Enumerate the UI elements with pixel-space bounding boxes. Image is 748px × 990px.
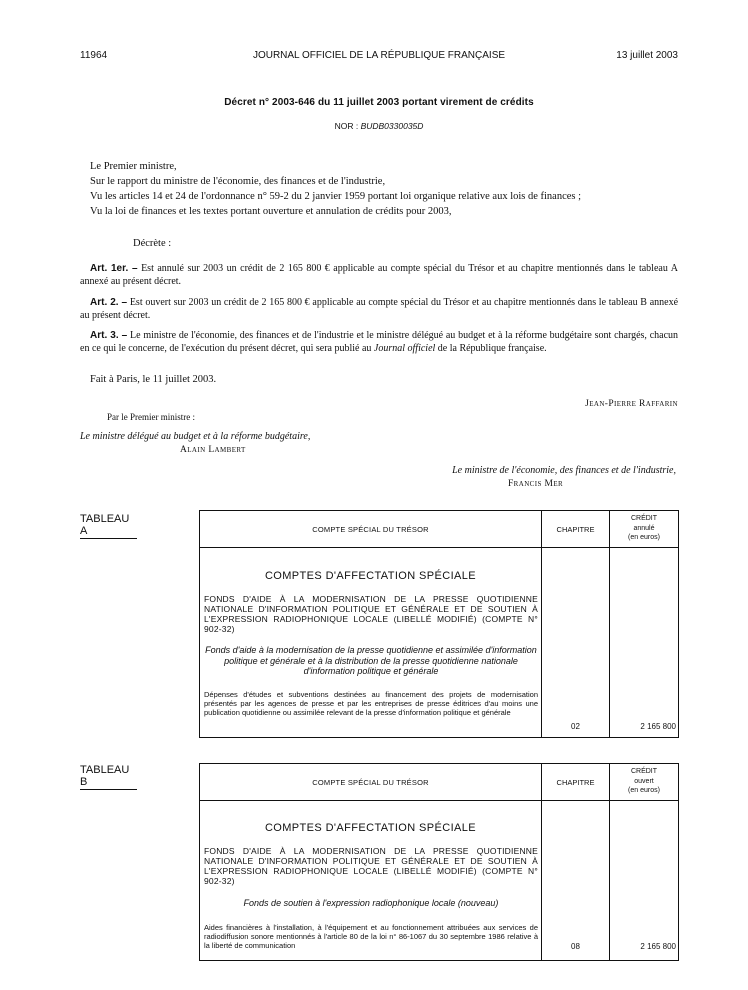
chapter-value: 02 [571, 722, 580, 731]
line-description: Dépenses d'études et subventions destinées au financement des projets de modernisation présentés par les agences de presse et par les entreprises de presse éditrices d'au moins une publication quotidienne ou assimilée relevant de la presse d'information politique et générale [204, 690, 538, 718]
article-1-label: Art. 1er. – [90, 263, 138, 274]
article-3-text-end: de la République française. [437, 342, 547, 354]
column-header-account: COMPTE SPÉCIAL DU TRÉSOR [312, 525, 429, 534]
preamble [80, 159, 678, 219]
section-heading: COMPTES D'AFFECTATION SPÉCIALE [264, 570, 477, 582]
article-2 [80, 297, 678, 322]
nor-code: BUDB0330035D [360, 121, 424, 131]
journal-officiel-italic: Journal officiel [373, 342, 436, 354]
chapter-value: 08 [571, 942, 580, 951]
tableau-b-label: TABLEAU B [80, 764, 137, 790]
credit-header-line: (en euros) [628, 787, 660, 794]
subfund-name: Fonds d'aide à la modernisation de la presse quotidienne et assimilée d'information politique et générale et à la distribution de la presse quotidienne nationale d'information politique et générale [205, 645, 537, 676]
page-number: 11964 [80, 50, 108, 61]
column-header-credit [610, 514, 678, 543]
decrete-label: Décrète : [133, 238, 172, 249]
minister-budget-title: Le ministre délégué au budget et à la réforme budgétaire, [80, 431, 311, 442]
nor-reference [80, 121, 678, 131]
table-header [200, 764, 678, 801]
column-header-account: COMPTE SPÉCIAL DU TRÉSOR [312, 778, 429, 787]
minister-economy-name: Francis Mer [508, 479, 564, 489]
article-1-text: Est annulé sur 2003 un crédit de 2 165 800 € applicable au compte spécial du Trésor et au chapitre mentionnés dans le tableau A annexé au présent décret. [80, 263, 678, 287]
prime-minister-signature: Jean-Pierre Raffarin [585, 399, 678, 409]
credit-header-line: annulé [633, 524, 655, 532]
article-2-text: Est ouvert sur 2003 un crédit de 2 165 800 € applicable au compte spécial du Trésor et au chapitre mentionnés dans le tableau B annexé au présent décret. [80, 297, 679, 321]
fund-name: FONDS D'AIDE À LA MODERNISATION DE LA PRESSE QUOTIDIENNE NATIONALE D'INFORMATION POLITIQUE ET GÉNÉRALE ET DE SOUTIEN À L'EXPRESSION RADIOPHONIQUE LOCALE (LIBELLÉ MODIFIÉ) (COMPTE N° 902-32) [204, 846, 538, 886]
tableau-b [199, 763, 679, 961]
column-header-chapter: CHAPITRE [556, 525, 595, 534]
amount-value: 2 165 800 [640, 942, 676, 951]
preamble-line: Vu la loi de finances et les textes portant ouverture et annulation de crédits pour 2003, [90, 206, 452, 217]
amount-value: 2 165 800 [640, 722, 676, 731]
fund-name: FONDS D'AIDE À LA MODERNISATION DE LA PRESSE QUOTIDIENNE NATIONALE D'INFORMATION POLITIQUE ET GÉNÉRALE ET DE SOUTIEN À L'EXPRESSION RADIOPHONIQUE LOCALE (LIBELLÉ MODIFIÉ) (COMPTE N° 902-32) [204, 594, 538, 634]
minister-economy-title: Le ministre de l'économie, des finances et de l'industrie, [452, 465, 676, 476]
par-premier-ministre: Par le Premier ministre : [107, 412, 195, 422]
nor-label: NOR : [334, 121, 359, 131]
credit-header-line: CRÉDIT [630, 768, 658, 775]
issue-date: 13 juillet 2003 [616, 50, 678, 61]
credit-header-line: (en euros) [628, 534, 660, 541]
preamble-line: Vu les articles 14 et 24 de l'ordonnance n° 59-2 du 2 janvier 1959 portant loi organique relative aux lois de finances ; [90, 191, 582, 202]
credit-header-line: ouvert [634, 777, 654, 785]
preamble-line: Sur le rapport du ministre de l'économie, des finances et de l'industrie, [90, 176, 386, 187]
tableau-a-label: TABLEAU A [80, 513, 137, 539]
preamble-line: Le Premier ministre, [90, 161, 177, 172]
column-header-credit [610, 767, 678, 796]
fait-a-paris: Fait à Paris, le 11 juillet 2003. [90, 374, 217, 385]
journal-title: JOURNAL OFFICIEL DE LA RÉPUBLIQUE FRANÇAISE [252, 50, 506, 61]
decree-title: Décret n° 2003-646 du 11 juillet 2003 portant virement de crédits [224, 97, 534, 108]
page-header [80, 50, 678, 64]
subfund-name: Fonds de soutien à l'expression radiophonique locale (nouveau) [243, 898, 499, 908]
section-heading: COMPTES D'AFFECTATION SPÉCIALE [264, 822, 477, 834]
credit-header-line: CRÉDIT [630, 515, 658, 522]
article-3-label: Art. 3. – [90, 330, 128, 341]
article-1 [80, 263, 678, 288]
article-3 [80, 330, 678, 355]
table-header [200, 511, 678, 548]
tableau-a [199, 510, 679, 738]
article-2-label: Art. 2. – [90, 297, 128, 308]
line-description: Aides financières à l'installation, à l'équipement et au fonctionnement attribuées aux services de radiodiffusion sonore mentionnés à l'article 80 de la loi n° 86-1067 du 30 septembre 1986 relative à la liberté de communication [204, 923, 538, 951]
article-3-text: Le ministre de l'économie, des finances et de l'industrie et le ministre délégué au budget et à la réforme budgétaire sont chargés, chacun en ce qui le concerne, de l'exécution du présent décret, qui sera publié au [80, 330, 679, 354]
minister-budget-name: Alain Lambert [180, 445, 246, 455]
column-header-chapter: CHAPITRE [556, 778, 595, 787]
